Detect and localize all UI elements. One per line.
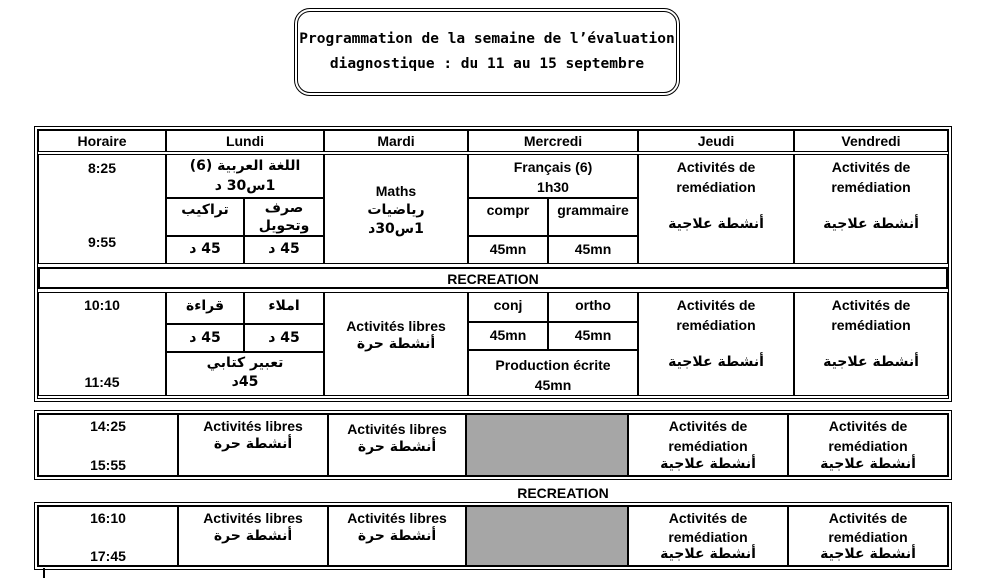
b2-time-start: 10:10 [84,297,120,313]
b3-lundi-line1: Activités libres [203,418,303,434]
b4-jeudi-line1: Activités de [668,510,748,526]
b1-lundi-right-sub-label: صرف [264,200,304,216]
b2-mercredi-bottom-dur: 45mn [534,377,572,393]
b4-mardi-line1: Activités libres [347,510,447,526]
b4-vendredi-line2: remédiation [828,529,908,545]
b2-vendredi-arabic: أنشطة علاجية [823,354,919,370]
b1-mardi-line2: رياضيات [367,202,425,218]
b2-lundi-left-sub-label: قراءة [185,298,225,314]
header-mardi-label: Mardi [377,133,415,149]
b1-lundi-subject: اللغة العربية (6) [189,158,301,174]
title-line-2: diagnostique : du 11 au 15 septembre [329,56,645,72]
b2-lundi-bottom-sub: تعبير كتابي [206,355,284,371]
header-mercredi-label: Mercredi [523,133,583,149]
b2-vendredi-line2: remédiation [831,317,911,333]
b3-vendredi-line2: remédiation [828,438,908,454]
b1-lundi-right-dur-label: 45 د [268,241,300,257]
text-cursor[interactable] [43,568,45,578]
b1-mercredi-right-dur-label: 45mn [574,241,612,257]
b4-jeudi-arabic: أنشطة علاجية [660,546,756,562]
b1-time-start: 8:25 [87,160,117,176]
b1-vendredi-line2: remédiation [831,179,911,195]
b3-jeudi-line1: Activités de [668,418,748,434]
b4-mardi-line2: أنشطة حرة [357,528,437,544]
b2-jeudi-line1: Activités de [676,297,756,313]
header-lundi-label: Lundi [225,133,265,149]
b2-mercredi-bottom-sub: Production écrite [495,357,611,373]
b1-jeudi-arabic: أنشطة علاجية [668,216,764,232]
b4-vendredi-arabic: أنشطة علاجية [820,546,916,562]
recreation-label-1: RECREATION [447,271,539,287]
title-box [294,8,680,96]
b2-mercredi-right-sub-label: ortho [575,297,611,313]
b1-time-end: 9:55 [87,234,117,250]
b2-mercredi-left-dur-label: 45mn [489,327,527,343]
b3-time-end: 15:55 [90,457,126,473]
b2-lundi-right-sub-label: املاء [268,298,300,314]
b2-jeudi-arabic: أنشطة علاجية [668,354,764,370]
header-vendredi-label: Vendredi [841,133,901,149]
b1-mardi-line3: 1س30د [368,221,424,237]
b2-jeudi-line2: remédiation [676,317,756,333]
b1-lundi-right-sub-label-2: وتحويل [258,218,310,234]
b1-mercredi-left-sub-label: compr [486,202,530,218]
b2-lundi-bottom-dur: 45د [231,374,259,390]
b2-vendredi-line1: Activités de [831,297,911,313]
b1-mercredi-subject: Français (6) [513,159,593,175]
b2-lundi-right-dur-label: 45 د [268,330,300,346]
b1-lundi-duration: 1س30 د [214,178,276,194]
b3-vendredi-arabic: أنشطة علاجية [820,456,916,472]
b1-mercredi-right-sub-label: grammaire [557,202,629,218]
b3-mercredi-empty [466,414,628,476]
b4-time-end: 17:45 [90,548,126,564]
b3-jeudi-line2: remédiation [668,438,748,454]
b1-vendredi-arabic: أنشطة علاجية [823,216,919,232]
b1-jeudi-line2: remédiation [676,179,756,195]
b4-time-start: 16:10 [90,510,126,526]
b2-mardi-line1: Activités libres [346,318,446,334]
b4-mercredi-empty [466,506,628,566]
b4-jeudi-line2: remédiation [668,529,748,545]
b2-time-end: 11:45 [84,374,120,390]
b1-mercredi-left-dur-label: 45mn [489,241,527,257]
b3-mardi-line2: أنشطة حرة [357,439,437,455]
b4-lundi-line1: Activités libres [203,510,303,526]
b1-vendredi-line1: Activités de [831,159,911,175]
b2-mardi-line2: أنشطة حرة [356,336,436,352]
b2-mercredi-right-dur-label: 45mn [574,327,612,343]
b4-lundi-line2: أنشطة حرة [213,528,293,544]
b1-lundi-left-sub-label: تراكيب [181,202,229,218]
b2-mercredi-left-sub-label: conj [493,297,523,313]
recreation-label-2: RECREATION [517,485,609,501]
b3-lundi-line2: أنشطة حرة [213,436,293,452]
header-jeudi-label: Jeudi [697,133,735,149]
b3-jeudi-arabic: أنشطة علاجية [660,456,756,472]
header-horaire-label: Horaire [77,133,127,149]
b3-mardi-line1: Activités libres [347,421,447,437]
b4-vendredi-line1: Activités de [828,510,908,526]
b1-jeudi-line1: Activités de [676,159,756,175]
b1-lundi-left-dur-label: 45 د [189,241,221,257]
b2-lundi-left-dur-label: 45 د [189,330,221,346]
b1-mercredi-duration: 1h30 [537,179,569,195]
b1-mardi-line1: Maths [375,183,417,199]
b3-time-start: 14:25 [90,418,126,434]
title-line-1: Programmation de la semaine de l’évaluation [299,31,675,47]
b3-vendredi-line1: Activités de [828,418,908,434]
